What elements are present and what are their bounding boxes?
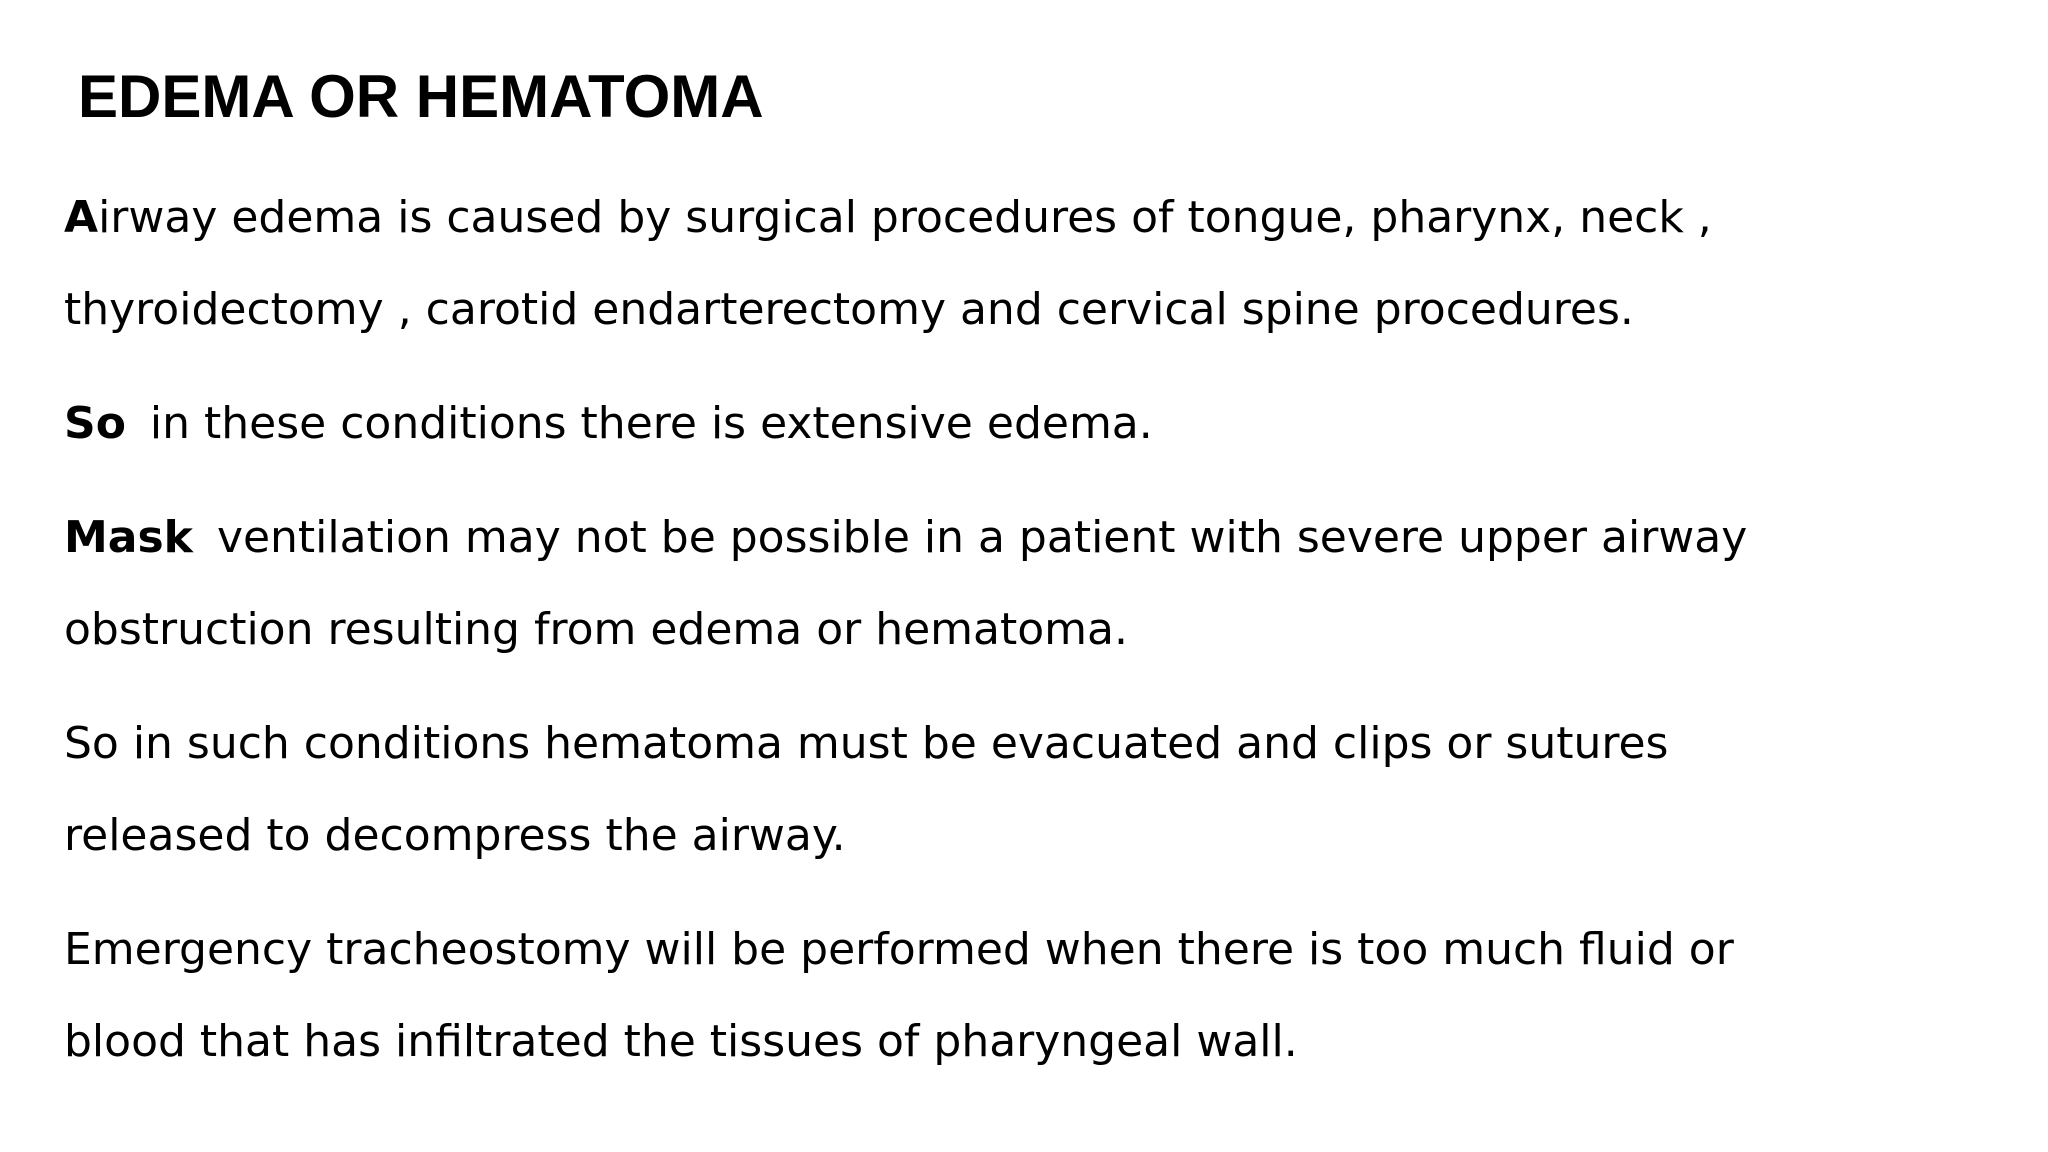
slide-body	[64, 172, 1984, 1110]
bold-lead-word: Mask	[64, 512, 193, 563]
paragraph-line: thyroidectomy , carotid endarterectomy and cervical spine procedures.	[64, 284, 1634, 335]
paragraph-line: blood that has infiltrated the tissues of pharyngeal wall.	[64, 1016, 1298, 1067]
paragraph-line: obstruction resulting from edema or hematoma.	[64, 604, 1128, 655]
paragraph-text: in these conditions there is extensive edema.	[149, 398, 1153, 449]
paragraph-mask-ventilation	[64, 492, 1984, 676]
paragraph-line	[64, 378, 1984, 470]
paragraph-line	[64, 172, 1984, 264]
bold-lead-letter: A	[64, 192, 99, 243]
paragraph-text: ventilation may not be possible in a patient with severe upper airway	[216, 512, 1748, 563]
slide-title: EDEMA OR HEMATOMA	[78, 63, 764, 130]
paragraph-text: irway edema is caused by surgical procedures of tongue, pharynx, neck ,	[98, 192, 1712, 243]
paragraph-line: Emergency tracheostomy will be performed when there is too much fluid or	[64, 924, 1734, 975]
paragraph-line: So in such conditions hematoma must be evacuated and clips or sutures	[64, 718, 1669, 769]
bold-lead-word: So	[64, 398, 126, 449]
paragraph-extensive-edema	[64, 378, 1984, 470]
paragraph-line	[64, 492, 1984, 584]
paragraph-airway-edema-causes	[64, 172, 1984, 356]
paragraph-line: released to decompress the airway.	[64, 810, 846, 861]
paragraph-emergency-tracheostomy	[64, 904, 1984, 1088]
paragraph-hematoma-evacuation	[64, 698, 1984, 882]
